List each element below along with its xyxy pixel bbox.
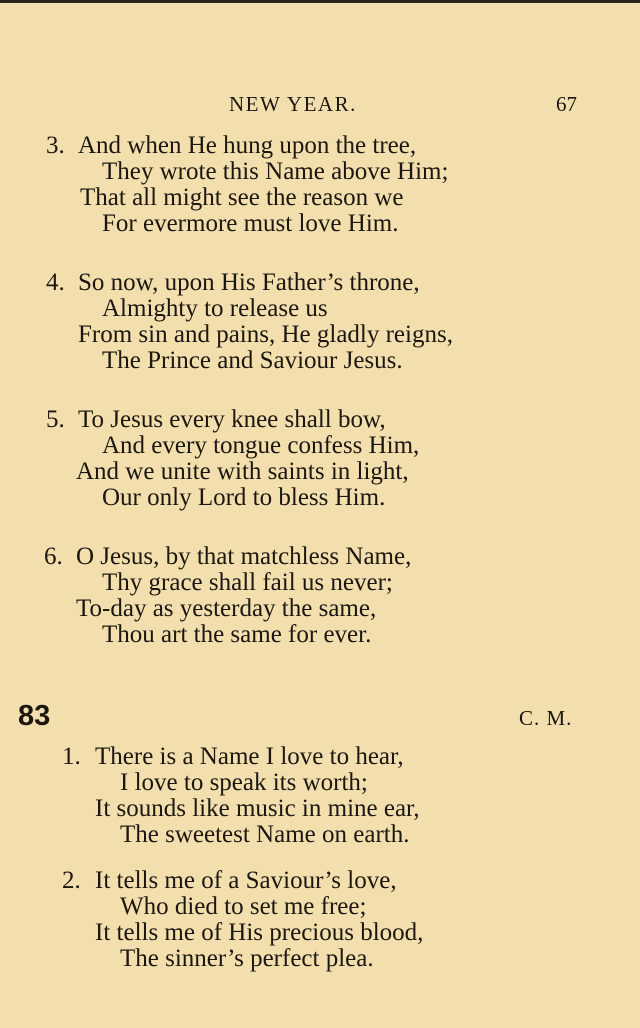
hymn-meter: C. M. (519, 706, 573, 730)
stanza-line: Almighty to release us (102, 295, 328, 322)
stanza-line: The Prince and Saviour Jesus. (102, 347, 403, 374)
stanza-number: 3. (46, 132, 65, 159)
stanza-number: 2. (62, 867, 81, 894)
stanza-line: It tells me of a Saviour’s love, (95, 867, 397, 894)
stanza-number: 6. (44, 543, 63, 570)
stanza-line: And when He hung upon the tree, (78, 132, 417, 159)
hymn-number: 83 (18, 700, 51, 732)
stanza-line: Our only Lord to bless Him. (102, 484, 386, 511)
stanza-line: From sin and pains, He gladly reigns, (78, 321, 453, 348)
stanza-line: I love to speak its worth; (120, 769, 368, 796)
page-number: 67 (556, 92, 577, 116)
stanza-number: 5. (46, 406, 65, 433)
stanza-line: To Jesus every knee shall bow, (78, 406, 386, 433)
hymn-header (0, 700, 640, 740)
stanza-line: And every tongue confess Him, (102, 432, 420, 459)
section-title: NEW YEAR. (229, 92, 357, 116)
stanza-line: The sinner’s perfect plea. (120, 945, 374, 972)
stanza-line: And we unite with saints in light, (76, 458, 409, 485)
stanza-line: There is a Name I love to hear, (95, 743, 404, 770)
running-head (0, 92, 640, 122)
stanza-line: That all might see the reason we (80, 184, 404, 211)
stanza-line: Who died to set me free; (120, 893, 367, 920)
stanza-line: O Jesus, by that matchless Name, (76, 543, 412, 570)
stanza-line: Thou art the same for ever. (102, 621, 372, 648)
stanza-line: So now, upon His Father’s throne, (78, 269, 420, 296)
stanza-line: They wrote this Name above Him; (102, 158, 449, 185)
stanza-line: For evermore must love Him. (102, 210, 399, 237)
stanza-line: The sweetest Name on earth. (120, 821, 410, 848)
stanza-line: It tells me of His precious blood, (95, 919, 424, 946)
top-edge-rule (0, 0, 640, 3)
stanza-line: Thy grace shall fail us never; (102, 569, 393, 596)
stanza-line: It sounds like music in mine ear, (95, 795, 420, 822)
stanza-line: To-day as yesterday the same, (76, 595, 377, 622)
stanza-number: 4. (46, 269, 65, 296)
stanza-number: 1. (62, 743, 81, 770)
